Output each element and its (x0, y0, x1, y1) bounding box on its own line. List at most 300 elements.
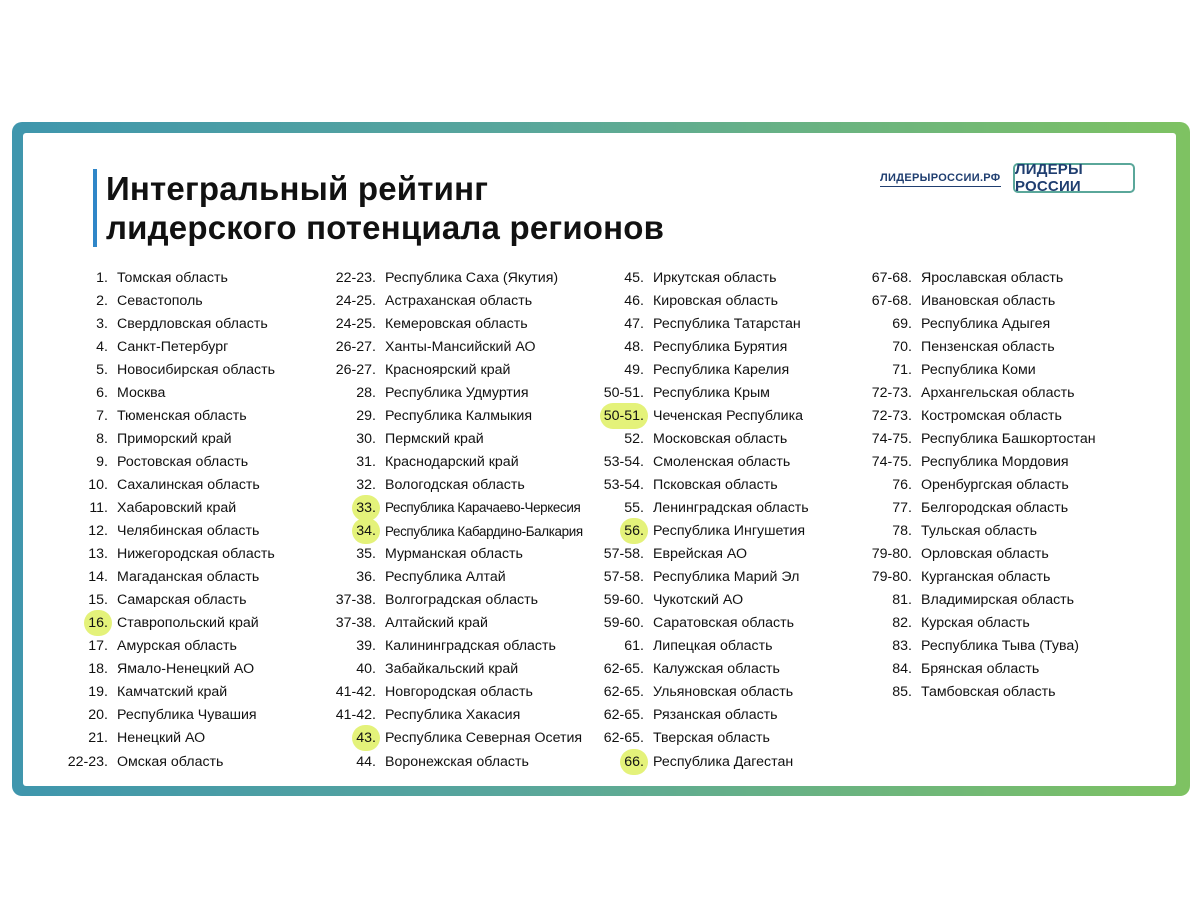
rank-label: 61. (624, 638, 644, 655)
region-name: Республика Чувашия (117, 707, 257, 724)
rating-row (291, 335, 583, 358)
region-name: Костромская область (921, 407, 1062, 424)
rating-row (23, 473, 275, 496)
region-name: Республика Кабардино-Балкария (385, 523, 583, 539)
rating-row (827, 658, 1096, 681)
rank-number (827, 408, 921, 424)
rating-row (559, 473, 809, 496)
rank-number (23, 454, 117, 470)
rating-row (559, 704, 809, 727)
rating-row (291, 589, 583, 612)
rating-row (559, 543, 809, 566)
rating-row (23, 658, 275, 681)
rank-label: 70. (892, 338, 912, 355)
rank-label: 7. (96, 407, 108, 424)
rank-label: 37-38. (335, 592, 376, 609)
rank-number-highlighted (559, 754, 653, 770)
rating-row (559, 750, 809, 773)
region-name: Пензенская область (921, 338, 1055, 355)
rank-label: 34. (356, 523, 376, 540)
region-name: Ненецкий АО (117, 730, 206, 747)
region-name: Республика Башкортостан (921, 430, 1096, 447)
rating-row (559, 520, 809, 543)
rank-number (827, 316, 921, 332)
region-name: Санкт-Петербург (117, 338, 229, 355)
rating-row (291, 404, 583, 427)
rating-row (827, 427, 1096, 450)
rank-label: 62-65. (603, 684, 644, 701)
rank-label: 13. (88, 546, 108, 563)
rank-label: 62-65. (603, 707, 644, 724)
region-name: Тюменская область (117, 407, 247, 424)
rank-number (827, 500, 921, 516)
rank-label: 11. (89, 499, 108, 516)
rank-label: 67-68. (871, 292, 912, 309)
rating-row (23, 358, 275, 381)
rating-row (559, 289, 809, 312)
rank-label: 3. (96, 315, 108, 332)
region-name: Мурманская область (385, 546, 523, 563)
rank-label: 72-73. (871, 407, 912, 424)
rank-number (23, 339, 117, 355)
region-name: Воронежская область (385, 753, 529, 770)
region-name: Калининградская область (385, 638, 556, 655)
rank-label: 45. (624, 269, 644, 286)
rating-row (827, 266, 1096, 289)
region-name: Брянская область (921, 661, 1040, 678)
region-name: Иркутская область (653, 269, 777, 286)
rank-number (559, 615, 653, 631)
rank-label: 79-80. (871, 569, 912, 586)
rank-number (827, 362, 921, 378)
rating-row (827, 589, 1096, 612)
region-name: Ханты-Мансийский АО (385, 338, 536, 355)
rating-row (827, 289, 1096, 312)
rank-label: 48. (624, 338, 644, 355)
region-name: Самарская область (117, 592, 247, 609)
rating-row (559, 681, 809, 704)
rating-row (23, 635, 275, 658)
rank-number (559, 500, 653, 516)
rank-number-highlighted (559, 408, 653, 424)
rating-row (23, 727, 275, 750)
rank-label: 74-75. (871, 453, 912, 470)
rank-number (291, 316, 385, 332)
rank-label: 41-42. (335, 684, 376, 701)
region-name: Ростовская область (117, 453, 249, 470)
rank-number (827, 661, 921, 677)
rank-label: 14. (88, 569, 108, 586)
rank-label: 26-27. (335, 361, 376, 378)
rank-number (291, 615, 385, 631)
rank-label: 36. (356, 569, 376, 586)
rating-row (23, 289, 275, 312)
rating-row (559, 496, 809, 519)
rank-number (23, 431, 117, 447)
rating-row (291, 704, 583, 727)
rank-label: 32. (356, 476, 376, 493)
rating-row (291, 289, 583, 312)
rank-number (291, 477, 385, 493)
rank-label: 53-54. (603, 453, 644, 470)
region-name: Приморский край (117, 430, 232, 447)
rank-number (291, 431, 385, 447)
rank-number (559, 546, 653, 562)
region-name: Республика Мордовия (921, 453, 1069, 470)
region-name: Ульяновская область (653, 684, 794, 701)
rank-number (291, 592, 385, 608)
rank-label: 59-60. (603, 592, 644, 609)
rank-label: 33. (356, 499, 376, 516)
rank-number (23, 362, 117, 378)
rank-label: 17. (88, 638, 108, 655)
rank-number (559, 638, 653, 654)
rating-row (23, 681, 275, 704)
rank-label: 6. (96, 384, 108, 401)
rank-label: 24-25. (335, 292, 376, 309)
rating-row (23, 612, 275, 635)
region-name: Пермский край (385, 430, 484, 447)
rating-row (559, 727, 809, 750)
rank-number (827, 592, 921, 608)
rating-row (827, 566, 1096, 589)
rating-row (827, 543, 1096, 566)
region-name: Республика Калмыкия (385, 407, 533, 424)
title-accent-bar (93, 169, 97, 247)
rating-row (23, 335, 275, 358)
region-name: Севастополь (117, 292, 203, 309)
rank-number (559, 385, 653, 401)
rating-row (559, 335, 809, 358)
region-name: Амурская область (117, 638, 237, 655)
rank-number (23, 523, 117, 539)
rank-number (559, 362, 653, 378)
rating-row (23, 427, 275, 450)
rank-number (23, 408, 117, 424)
rating-row (23, 589, 275, 612)
rank-label: 39. (356, 638, 376, 655)
region-name: Республика Саха (Якутия) (385, 269, 559, 286)
rank-label: 57-58. (603, 569, 644, 586)
rating-row (291, 750, 583, 773)
rank-label: 8. (96, 430, 108, 447)
region-name: Челябинская область (117, 523, 260, 540)
region-name: Тульская область (921, 523, 1037, 540)
rating-row (559, 612, 809, 635)
rating-row (559, 266, 809, 289)
rank-label: 29. (356, 407, 376, 424)
rank-label: 10. (88, 476, 108, 493)
rank-label: 78. (892, 523, 912, 540)
rating-row (827, 381, 1096, 404)
title-line-1: Интегральный рейтинг (106, 170, 489, 207)
region-name: Ямало-Ненецкий АО (117, 661, 255, 678)
region-name: Ставропольский край (117, 615, 259, 632)
rank-number (291, 339, 385, 355)
rank-number (23, 293, 117, 309)
rating-row (559, 450, 809, 473)
rating-row (23, 450, 275, 473)
rating-row (559, 589, 809, 612)
rank-number (23, 684, 117, 700)
region-name: Республика Карелия (653, 361, 790, 378)
rank-label: 24-25. (335, 315, 376, 332)
region-name: Забайкальский край (385, 661, 519, 678)
rating-row (23, 266, 275, 289)
rank-number (559, 316, 653, 332)
region-name: Волгоградская область (385, 592, 538, 609)
rating-row (559, 658, 809, 681)
region-name: Республика Марий Эл (653, 569, 800, 586)
rank-number (559, 477, 653, 493)
region-name: Свердловская область (117, 315, 268, 332)
rating-row (827, 473, 1096, 496)
rank-number-highlighted (291, 523, 385, 539)
rank-number (23, 385, 117, 401)
rank-label: 71. (892, 361, 912, 378)
region-name: Сахалинская область (117, 476, 260, 493)
region-name: Республика Адыгея (921, 315, 1051, 332)
region-name: Хабаровский край (117, 499, 237, 516)
rank-number-highlighted (559, 523, 653, 539)
rank-number (559, 569, 653, 585)
region-name: Республика Ингушетия (653, 523, 806, 540)
rank-number (827, 454, 921, 470)
region-name: Магаданская область (117, 569, 260, 586)
region-name: Новосибирская область (117, 361, 276, 378)
region-name: Краснодарский край (385, 453, 519, 470)
brand-logo (1013, 163, 1135, 193)
page-title (106, 169, 664, 247)
rank-label: 9. (96, 453, 108, 470)
region-name: Оренбургская область (921, 476, 1069, 493)
rating-row (291, 727, 583, 750)
rank-label: 44. (356, 753, 376, 770)
region-name: Республика Бурятия (653, 338, 788, 355)
rating-row (559, 312, 809, 335)
title-line-2: лидерского потенциала регионов (106, 209, 665, 246)
rank-number (559, 684, 653, 700)
rating-column-1 (23, 266, 275, 773)
rank-label: 53-54. (603, 476, 644, 493)
region-name: Еврейская АО (653, 546, 748, 563)
rank-number (23, 730, 117, 746)
rank-number (291, 569, 385, 585)
rank-label: 37-38. (335, 615, 376, 632)
rating-row (827, 681, 1096, 704)
rank-number (23, 477, 117, 493)
region-name: Тверская область (653, 730, 770, 747)
region-name: Курганская область (921, 569, 1051, 586)
rank-label: 5. (96, 361, 108, 378)
rank-label: 43. (356, 730, 376, 747)
rating-row (827, 450, 1096, 473)
rank-number (559, 293, 653, 309)
rank-number (291, 684, 385, 700)
rating-row (291, 520, 583, 543)
rating-row (291, 635, 583, 658)
region-name: Республика Тыва (Тува) (921, 638, 1079, 655)
rating-row (291, 266, 583, 289)
region-name: Ярославская область (921, 269, 1064, 286)
rating-card (23, 133, 1176, 786)
rank-number (559, 592, 653, 608)
rating-row (291, 473, 583, 496)
region-name: Республика Коми (921, 361, 1036, 378)
rank-number (291, 362, 385, 378)
rating-row (23, 496, 275, 519)
rating-row (291, 496, 583, 519)
region-name: Республика Крым (653, 384, 770, 401)
region-name: Ивановская область (921, 292, 1056, 309)
rank-number (827, 615, 921, 631)
rating-row (827, 496, 1096, 519)
rating-row (23, 704, 275, 727)
rating-column-4 (827, 266, 1096, 704)
region-name: Белгородская область (921, 499, 1069, 516)
region-name: Смоленская область (653, 453, 791, 470)
region-name: Нижегородская область (117, 546, 275, 563)
rank-label: 2. (96, 292, 108, 309)
region-name: Владимирская область (921, 592, 1075, 609)
rank-label: 76. (892, 476, 912, 493)
rating-row (291, 612, 583, 635)
region-name: Новгородская область (385, 684, 533, 701)
region-name: Калужская область (653, 661, 780, 678)
rank-label: 67-68. (871, 269, 912, 286)
rank-number (23, 500, 117, 516)
region-name: Московская область (653, 430, 788, 447)
rating-row (23, 404, 275, 427)
rating-row (23, 520, 275, 543)
rank-label: 47. (624, 315, 644, 332)
rank-label: 31. (356, 453, 376, 470)
rating-row (827, 520, 1096, 543)
rank-label: 52. (624, 430, 644, 447)
rank-number (291, 707, 385, 723)
rank-label: 18. (88, 661, 108, 678)
rank-number (291, 546, 385, 562)
rating-row (827, 335, 1096, 358)
rank-number (827, 431, 921, 447)
rank-number (23, 754, 117, 770)
rank-label: 85. (892, 684, 912, 701)
rating-row (291, 312, 583, 335)
region-name: Орловская область (921, 546, 1049, 563)
rank-label: 66. (624, 753, 644, 770)
rank-number (827, 339, 921, 355)
rank-number-highlighted (23, 615, 117, 631)
rating-row (23, 750, 275, 773)
rank-number (559, 707, 653, 723)
rank-number (827, 270, 921, 286)
rank-label: 82. (892, 615, 912, 632)
rank-number (23, 569, 117, 585)
rank-number (23, 316, 117, 332)
region-name: Саратовская область (653, 615, 795, 632)
region-name: Астраханская область (385, 292, 533, 309)
rank-number (291, 661, 385, 677)
rank-number (23, 638, 117, 654)
rank-number (559, 431, 653, 447)
rating-row (827, 612, 1096, 635)
rating-row (291, 566, 583, 589)
rating-row (23, 381, 275, 404)
rating-row (559, 404, 809, 427)
rating-row (291, 450, 583, 473)
rating-row (23, 543, 275, 566)
rank-label: 77. (892, 499, 912, 516)
region-name: Республика Удмуртия (385, 384, 529, 401)
rating-column-3 (559, 266, 809, 773)
region-name: Курская область (921, 615, 1030, 632)
region-name: Камчатский край (117, 684, 228, 701)
region-name: Чеченская Республика (653, 407, 803, 424)
site-link[interactable]: ЛИДЕРЫРОССИИ.РФ (880, 172, 1001, 187)
rank-label: 19. (88, 684, 108, 701)
region-name: Томская область (117, 269, 228, 286)
rank-label: 49. (624, 361, 644, 378)
rank-number (827, 684, 921, 700)
rank-label: 40. (356, 661, 376, 678)
rank-label: 12. (88, 523, 108, 540)
region-name: Кировская область (653, 292, 779, 309)
rating-row (23, 566, 275, 589)
region-name: Ленинградская область (653, 499, 809, 516)
rank-label: 26-27. (335, 338, 376, 355)
region-name: Липецкая область (653, 638, 773, 655)
rank-number (291, 454, 385, 470)
rank-label: 83. (892, 638, 912, 655)
rank-label: 4. (96, 338, 108, 355)
rank-number (23, 546, 117, 562)
rating-row (559, 566, 809, 589)
rating-row (23, 312, 275, 335)
rank-number (291, 270, 385, 286)
rank-label: 35. (356, 546, 376, 563)
rank-label: 57-58. (603, 546, 644, 563)
rank-number (559, 270, 653, 286)
rank-number (291, 638, 385, 654)
rank-label: 74-75. (871, 430, 912, 447)
region-name: Республика Алтай (385, 569, 506, 586)
rating-row (291, 358, 583, 381)
region-name: Чукотский АО (653, 592, 744, 609)
rank-number-highlighted (291, 730, 385, 746)
region-name: Республика Хакасия (385, 707, 521, 724)
rating-row (827, 404, 1096, 427)
region-name: Республика Дагестан (653, 753, 794, 770)
rating-row (291, 543, 583, 566)
rank-number (559, 730, 653, 746)
rank-number (827, 569, 921, 585)
region-name: Красноярский край (385, 361, 511, 378)
rank-label: 22-23. (67, 753, 108, 770)
rank-label: 20. (88, 707, 108, 724)
rating-row (559, 427, 809, 450)
rank-label: 69. (892, 315, 912, 332)
region-name: Тамбовская область (921, 684, 1056, 701)
rank-label: 62-65. (603, 730, 644, 747)
region-name: Москва (117, 384, 166, 401)
rank-label: 50-51. (603, 407, 644, 424)
rank-number (291, 293, 385, 309)
rank-label: 79-80. (871, 546, 912, 563)
rank-label: 22-23. (335, 269, 376, 286)
logo-text: ЛИДЕРЫ РОССИИ (1015, 161, 1083, 195)
region-name: Республика Карачаево-Черкесия (385, 500, 581, 516)
rank-label: 46. (624, 292, 644, 309)
